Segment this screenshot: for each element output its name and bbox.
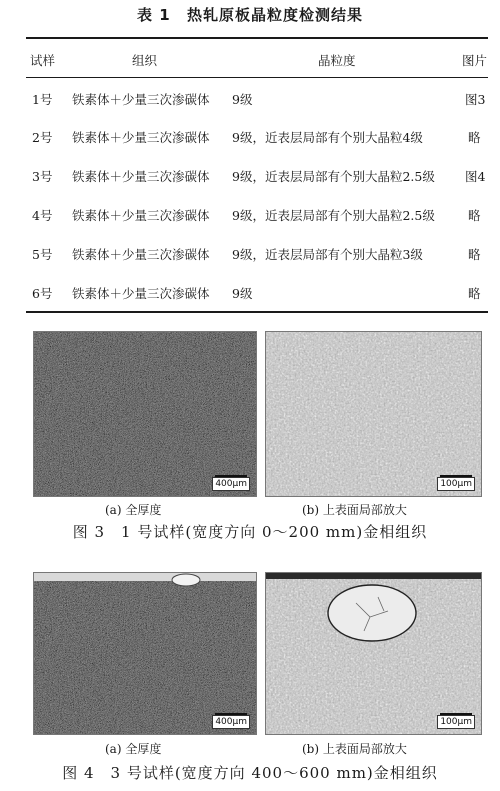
scale-bar: 400μm [212, 477, 250, 491]
fig4a-micrograph [33, 572, 257, 735]
header-figure: 图片 [462, 53, 488, 68]
row-figure: 略 [468, 247, 481, 262]
table-top-rule [26, 37, 488, 39]
row-sample: 1号 [32, 92, 53, 107]
row-figure: 略 [468, 130, 481, 145]
row-figure: 略 [468, 208, 481, 223]
row-grain: 9级，近表层局部有个别大晶粒2.5级 [232, 208, 435, 223]
header-structure: 组织 [132, 53, 158, 68]
row-sample: 5号 [32, 247, 53, 262]
row-grain: 9级 [232, 92, 253, 107]
row-structure: 铁素体＋少量三次渗碳体 [72, 130, 210, 145]
row-grain: 9级 [232, 286, 253, 301]
figure3-caption: 图 3 1 号试样(宽度方向 0～200 mm)金相组织 [72, 523, 428, 541]
table-bottom-rule [26, 311, 488, 313]
scale-bar: 100μm [437, 715, 475, 729]
fig3b-micrograph [265, 331, 482, 497]
fig3a-caption: (a) 全厚度 [105, 503, 162, 517]
row-sample: 6号 [32, 286, 53, 301]
scale-bar: 400μm [212, 715, 250, 729]
fig4a-caption: (a) 全厚度 [105, 742, 162, 756]
fig3b-caption: (b) 上表面局部放大 [302, 503, 407, 517]
row-sample: 2号 [32, 130, 53, 145]
row-grain: 9级，近表层局部有个别大晶粒3级 [232, 247, 423, 262]
header-sample: 试样 [30, 53, 56, 68]
fig4b-micrograph [265, 572, 482, 735]
fig4b-caption: (b) 上表面局部放大 [302, 742, 407, 756]
row-structure: 铁素体＋少量三次渗碳体 [72, 92, 210, 107]
row-structure: 铁素体＋少量三次渗碳体 [72, 169, 210, 184]
table-caption [0, 4, 500, 25]
row-grain: 9级，近表层局部有个别大晶粒4级 [232, 130, 423, 145]
row-structure: 铁素体＋少量三次渗碳体 [72, 208, 210, 223]
row-figure: 图4 [465, 169, 486, 184]
row-grain: 9级，近表层局部有个别大晶粒2.5级 [232, 169, 435, 184]
row-figure: 略 [468, 286, 481, 301]
table-title: 热轧原板晶粒度检测结果 [186, 6, 363, 24]
table-number: 表 1 [137, 6, 171, 24]
scale-bar: 100μm [437, 477, 475, 491]
table-header-rule [26, 77, 488, 78]
figure4-caption: 图 4 3 号试样(宽度方向 400～600 mm)金相组织 [62, 764, 438, 782]
row-structure: 铁素体＋少量三次渗碳体 [72, 286, 210, 301]
header-grain: 晶粒度 [318, 53, 356, 68]
row-sample: 4号 [32, 208, 53, 223]
row-figure: 图3 [465, 92, 486, 107]
row-sample: 3号 [32, 169, 53, 184]
row-structure: 铁素体＋少量三次渗碳体 [72, 247, 210, 262]
fig3a-micrograph [33, 331, 257, 497]
